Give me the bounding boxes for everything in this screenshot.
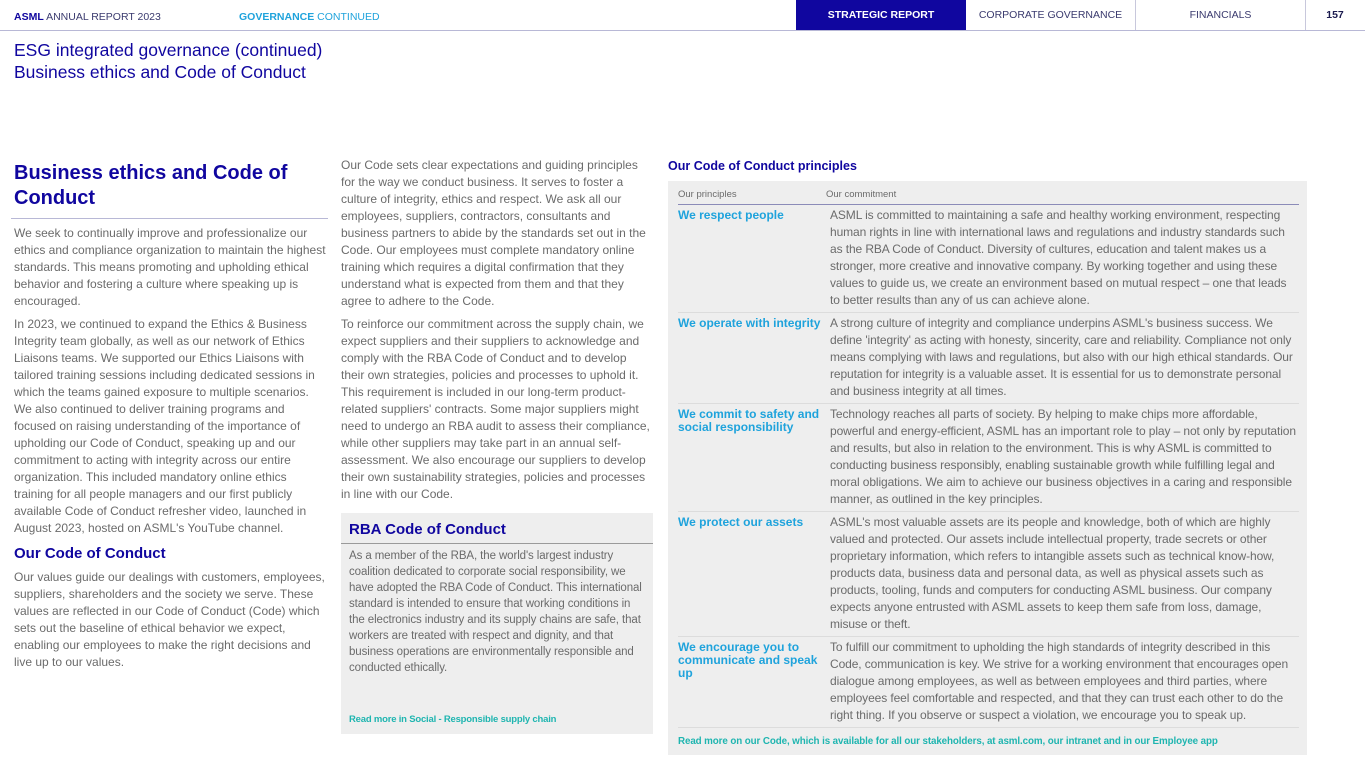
table-header xyxy=(678,189,1299,205)
page-title-line-2: Business ethics and Code of Conduct xyxy=(14,62,306,82)
supply-chain-paragraph: To reinforce our commitment across the supply chain, we expect suppliers and their suppliers to acknowledge and comply with the RBA Code of Conduct and to develop their own strategies, policies and processes to uphold it. This requirement is included in our long-term product-related suppliers' contracts. Some major suppliers might need to undergo an RBA audit to assess their compliance, while other suppliers may take part in an annual self-assessment. We also encourage our suppliers to develop their own sustainability strategies, policies and processes in line with our Code. xyxy=(341,317,650,501)
principle-label: We operate with integrity xyxy=(678,316,821,330)
column-left xyxy=(14,161,326,671)
commitment-text: Technology reaches all parts of society. By helping to make chips more affordable, powerful and energy-efficient, ASML has an important role to play – not only by reputation and results, but also in relation to the environment. This is why ASML is committed to conducting business responsibly, enabling sustainable growth while fulfilling legal and moral obligations. We aim to achieve our business objectives in a caring and responsible manner, as outlined in the key principles. xyxy=(830,407,1296,506)
commitment-text: To fulfill our commitment to upholding the high standards of integrity described in this Code, communication is key. We strive for a working environment that encourages open dialogue among employees, as well as between employees and third parties, where employees feel comfortable and respected, and that they can trust each other to do the right thing. If you observe or suspect a violation, we encourage you to speak up. xyxy=(830,640,1289,722)
rba-code-box xyxy=(341,513,653,734)
tab-strategic-report[interactable]: STRATEGIC REPORT xyxy=(796,0,966,30)
code-of-conduct-subheading: Our Code of Conduct xyxy=(14,545,166,562)
rba-box-text: As a member of the RBA, the world's largest industry coalition dedicated to corporate social responsibility, we have adopted the RBA Code of Conduct. This international standard is intended to ensure that working conditions in the electronics industry and its supply chains are safe, that workers are treated with respect and dignity, and that business operations are environmentally responsible and conducted ethically. xyxy=(349,550,642,674)
table-row xyxy=(678,637,1299,728)
read-more-supply-chain-link[interactable]: Read more in Social - Responsible supply chain xyxy=(349,714,557,725)
header-principles: Our principles xyxy=(678,189,737,200)
brand-name: ASML xyxy=(14,11,44,23)
column-right xyxy=(668,157,1307,755)
commitment-text: ASML's most valuable assets are its people and knowledge, both of which are highly valued and protected. Our assets include intellectual property, trade secrets or other proprietary information, which refers to intangible assets such as technical know-how, products data, business data and personal data, as well as physical assets such as products, tooling, funds and computers for conducting ASML business. Our company expects anyone entrusted with ASML assets to keep them safe from loss, damage, misuse or theft. xyxy=(830,515,1275,631)
ethics-team-paragraph: In 2023, we continued to expand the Ethics & Business Integrity team globally, as well as our network of Ethics Liaisons teams. We supported our Ethics Liaisons with tailored training sessions including dedicated sessions in which the teams gained exposure to multiple scenarios. We also continued to deliver training programs and focused on raising understanding of the importance of upholding our Code of Conduct, speaking up and our commitment to acting with integrity across our entire organization. This included mandatory online ethics training for all people managers and our first publicly available Code of Conduct refresher video, launched in August 2023, hosted on ASML's YouTube channel. xyxy=(14,317,315,535)
report-brand xyxy=(14,11,161,23)
section-heading: Business ethics and Code of Conduct xyxy=(11,161,328,219)
page-number: 157 xyxy=(1326,9,1344,21)
table-row xyxy=(678,512,1299,637)
table-row xyxy=(678,205,1299,313)
section-name: GOVERNANCE xyxy=(239,11,315,23)
principle-label: We respect people xyxy=(678,208,784,222)
table-row xyxy=(678,313,1299,404)
report-name: ANNUAL REPORT 2023 xyxy=(43,11,161,23)
values-paragraph: Our values guide our dealings with customers, employees, suppliers, shareholders and the society we serve. These values are reflected in our Code of Conduct (Code) which sets out the baseline of ethical behavior we expect, enabling our employees to make the right decisions and live up to our values. xyxy=(14,570,325,669)
principle-label: We commit to safety and social responsibility xyxy=(678,407,820,434)
principles-table xyxy=(668,181,1307,755)
tab-financials[interactable]: FINANCIALS xyxy=(1136,0,1306,30)
section-label xyxy=(239,11,380,23)
top-navigation-bar xyxy=(0,0,1365,31)
principle-label: We protect our assets xyxy=(678,515,804,529)
header-commitment: Our commitment xyxy=(826,189,897,200)
rba-box-title: RBA Code of Conduct xyxy=(341,513,653,544)
code-expectations-paragraph: Our Code sets clear expectations and guiding principles for the way we conduct business. It serves to foster a culture of integrity, ethics and respect. We ask all our employees, suppliers, contractors, consultants and business partners to abide by the standards set out in the Code. Our employees must complete mandatory online training which requires a digital confirmation that they understand what is expected from them and that they agree to adhere to the Code. xyxy=(341,158,646,308)
commitment-text: A strong culture of integrity and compliance underpins ASML's business success. We define 'integrity' as acting with honesty, sincerity, care and reliability. Compliance not only means complying with laws and regulations, but also with our high ethical standards. Our reputation for integrity is a valuable asset. It is essential for us to demonstrate personal and business integrity at all times. xyxy=(830,316,1293,398)
principle-label: We encourage you to communicate and speak up xyxy=(678,640,818,680)
page-title xyxy=(14,39,322,83)
intro-paragraph: We seek to continually improve and professionalize our ethics and compliance organization to maintain the highest standards. This means promoting and upholding ethical behavior and fostering a culture where speaking up is encouraged. xyxy=(14,226,326,308)
commitment-text: ASML is committed to maintaining a safe and healthy working environment, respecting human rights in line with international laws and regulations and industry standards such as the RBA Code of Conduct. Diversity of cultures, education and talent makes us a stronger, more creative and innovative company. By working together and using these values to guide us, we create an environment based on mutual respect – one that leads to better results than any of us can achieve alone. xyxy=(830,208,1287,307)
column-middle xyxy=(341,157,653,734)
table-row xyxy=(678,404,1299,512)
tab-corporate-governance[interactable]: CORPORATE GOVERNANCE xyxy=(966,0,1136,30)
page-title-line-1: ESG integrated governance (continued) xyxy=(14,40,323,60)
report-tabs xyxy=(796,0,1364,30)
read-more-code-link[interactable]: Read more on our Code, which is available for all our stakeholders, at asml.com, our intranet and in our Employee app xyxy=(678,736,1218,747)
principles-title: Our Code of Conduct principles xyxy=(668,159,857,173)
section-suffix: CONTINUED xyxy=(314,11,380,23)
